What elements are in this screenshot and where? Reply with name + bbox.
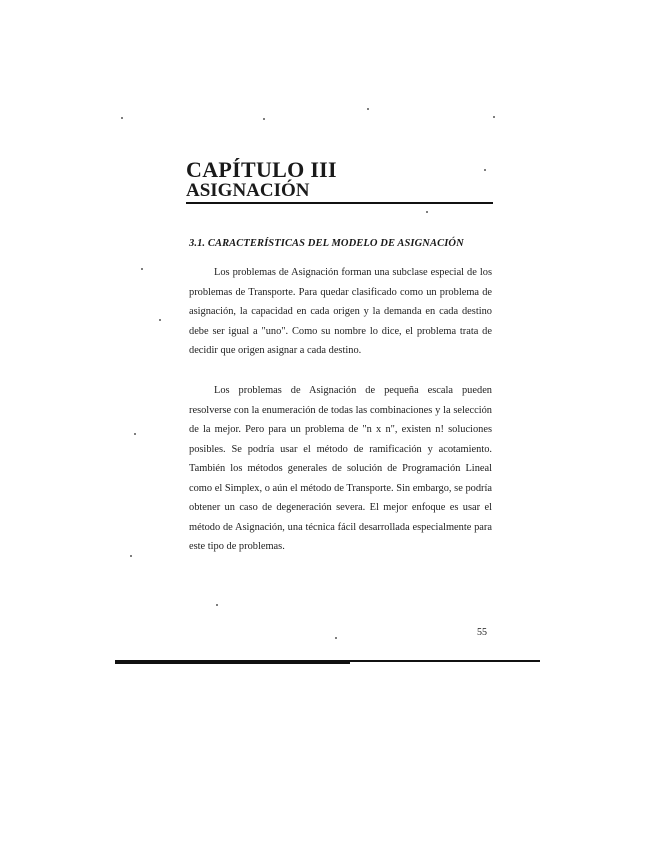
- scan-speck: [493, 116, 495, 118]
- scan-speck: [159, 319, 161, 321]
- scan-speck: [216, 604, 218, 606]
- scan-speck: [130, 555, 132, 557]
- paragraph-2: Los problemas de Asignación de pequeña escala pueden resolverse con la enumeración de todas las combinaciones y la selección de la mejor. Pero para un problema de "n x n", existen n! soluciones posibles. Se podría usar el método de ramificación y acotamiento. También los métodos generales de solución de Programación Lineal como el Simplex, o aún el método de Transporte. Sin embargo, se podría obtener un caso de degeneración severa. El mejor enfoque es usar el método de Asignación, una técnica fácil desarrollada especialmente para este tipo de problemas.: [189, 385, 492, 552]
- footer-rule-thick: [115, 661, 350, 664]
- scan-speck: [426, 211, 428, 213]
- scan-speck: [335, 637, 337, 639]
- scan-speck: [263, 118, 265, 120]
- scan-speck: [121, 117, 123, 119]
- chapter-rule: [186, 202, 493, 204]
- chapter-subtitle: ASIGNACIÓN: [186, 180, 310, 201]
- scan-speck: [141, 268, 143, 270]
- paragraph-1: Los problemas de Asignación forman una subclase especial de los problemas de Transporte. Para quedar clasificado como un problema de asignación, la capacidad en cada origen y la demanda en cada destino debe ser igual a "uno". Como su nombre lo dice, el problema trata de decidir que origen asignar a cada destino.: [189, 267, 492, 356]
- scan-speck: [134, 433, 136, 435]
- chapter-title: CAPÍTULO III: [186, 157, 337, 182]
- scan-speck: [484, 169, 486, 171]
- page-number: 55: [477, 627, 487, 638]
- section-heading: 3.1. CARACTERÍSTICAS DEL MODELO DE ASIGNACIÓN: [189, 238, 464, 249]
- scan-speck: [367, 108, 369, 110]
